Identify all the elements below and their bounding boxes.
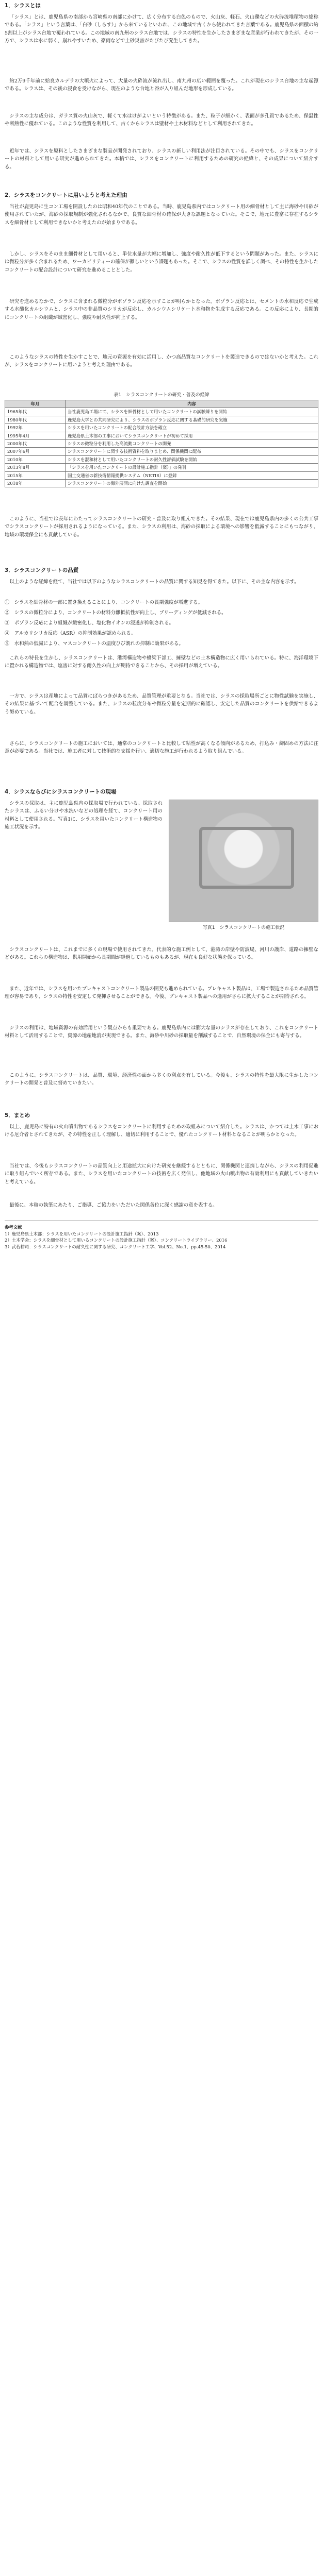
- reference-item: 3）武若耕司：シラスコンクリートの耐久性に関する研究、コンクリート工学、Vol.52、No.1、pp.45-50、2014: [5, 1244, 226, 1249]
- table-cell-content: シラスコンクリートに関する技術資料を取りまとめ、関係機関に配布: [66, 448, 318, 455]
- references-title: 参考文献: [5, 1225, 22, 1230]
- section-1-paragraph-1: 「シラス」とは、鹿児島県の南部から宮崎県の南部にかけて、広く分布する白色のもので、火山灰、軽石、火山礫などの火砕流堆積物の総称である。「シラス」という言葉は、「白砂（しらす）」から来ているといわれ、この地域で古くから使われてきた言葉である。鹿児島県の面積の約5割以上がシラス台地で覆われている。この地域の南九州のシラス台地では、シラスの特性を生かしたさまざまな産業が行われてきたが、その一方で、シラスは水に弱く、崩れやすいため、豪雨などで土砂災害がたびたび発生してきた。: [5, 14, 318, 44]
- section-4-paragraph-3: また、近年では、シラスを用いたプレキャストコンクリート製品の開発も進められている。プレキャスト製品は、工場で製造されるため品質管理が容易であり、シラスの特性を安定して発揮させることができる。今後、プレキャスト製品への適用がさらに拡大することが期待される。: [5, 986, 318, 1000]
- quality-item: ④ アルカリシリカ反応（ASR）の抑制効果が認められる。: [5, 631, 136, 636]
- section-2-paragraph-3: 研究を進めるなかで、シラスに含まれる微粒分がポゾラン反応を示すことが明らかとなった。ポゾラン反応とは、セメントの水和反応で生成する水酸化カルシウムと、シラス中の非晶質のシリカが反応し、カルシウムシリケート水和物を生成する反応である。この反応により、長期的にコンクリートの組織が緻密化し、強度や耐久性が向上する。: [5, 299, 318, 320]
- section-3-heading: 3．シラスコンクリートの品質: [5, 567, 79, 573]
- table-row: [5, 448, 318, 455]
- table-cell-content: シラスコンクリートの海外展開に向けた調査を開始: [66, 480, 318, 487]
- section-4-heading: 4．シラスならびにシラスコンクリートの現場: [5, 789, 117, 795]
- section-3-paragraph-3: 一方で、シラスは産地によって品質にばらつきがあるため、品質管理が重要となる。当社では、シラスの採取場所ごとに物性試験を実施し、その結果に基づいて配合を調整している。また、シラスの粒度分布や微粒分量を定期的に確認し、安定した品質のコンクリートを供給できるよう努めている。: [5, 693, 318, 715]
- quality-item: ① シラスを細骨材の一部に置き換えることにより、コンクリートの長期強度が増進する。: [5, 600, 203, 605]
- section-3-paragraph-4: さらに、シラスコンクリートの施工においては、通常のコンクリートと比較して粘性が高くなる傾向があるため、打込み・締固めの方法に注意が必要である。当社では、施工者に対して技術的な支援を行い、適切な施工が行われるよう取り組んでいる。: [5, 741, 318, 755]
- table-cell-year: 1992年: [5, 424, 66, 432]
- table-cell-year: 1995年4月: [5, 432, 66, 439]
- quality-item: ③ ポゾラン反応により組織が緻密化し、塩化物イオンの浸透が抑制される。: [5, 620, 174, 626]
- table-row: [5, 455, 318, 463]
- section-1-paragraph-4: 近年では、シラスを原料としたさまざまな製品が開発されており、シラスの新しい利用法が注目されている。その中でも、シラスをコンクリートの材料として用いる研究が進められてきた。本稿では、シラスをコンクリートに利用するための研究の経緯と、その成果について紹介する。: [5, 148, 318, 170]
- table-cell-content: 鹿児島大学との共同研究により、シラスのポゾラン反応に関する基礎的研究を実施: [66, 416, 318, 423]
- section-1-paragraph-3: シラスの主な成分は、ガラス質の火山灰で、軽くて水はけがよいという特徴がある。また、粒子が細かく、表面が多孔質であるため、保温性や断熱性に優れている。このような性質を利用して、古くからシラスは壁材や土木材料などとして利用されてきた。: [5, 113, 318, 127]
- photo-caption: 写真1 シラスコンクリートの施工状況: [202, 925, 285, 930]
- references-divider: [5, 1220, 318, 1221]
- section-2-paragraph-1: 当社が鹿児島に生コン工場を開設したのは昭和40年代のことである。当時、鹿児島県内ではコンクリート用の細骨材として主に海砂や川砂が使用されていたが、海砂の採取規制が強化されるなかで、良質な細骨材の確保が大きな課題となっていた。そこで、地元に豊富に存在するシラスを細骨材として利用できないかと考えたのが始まりである。: [5, 204, 318, 226]
- table-cell-year: 1965年代: [5, 408, 66, 416]
- table-cell-content: 国土交通省の新技術情報提供システム（NETIS）に登録: [66, 471, 318, 479]
- section-5-heading: 5．まとめ: [5, 1112, 30, 1118]
- section-2-paragraph-2: しかし、シラスをそのまま細骨材として用いると、単位水量が大幅に増加し、強度や耐久性が低下するという問題があった。また、シラスには微粒分が多く含まれるため、ワーカビリティーの確保が難しいという課題もあった。そこで、シラスの性質を詳しく調べ、その特性を生かしたコンクリートの配合設計について研究を進めることとした。: [5, 251, 318, 273]
- table-row: [5, 408, 318, 416]
- construction-photo: [169, 800, 318, 922]
- section-2-paragraph-5: このように、当社では長年にわたってシラスコンクリートの研究・普及に取り組んできた。その結果、現在では鹿児島県内の多くの公共工事でシラスコンクリートが採用されるようになっている。また、シラスの利用は、海砂の採取による環境への影響を低減することにもつながり、地域の環境保全にも貢献している。: [5, 516, 318, 538]
- table-header-content: 内容: [66, 400, 318, 408]
- table-cell-year: 2018年: [5, 480, 66, 487]
- section-1-heading: 1．シラスとは: [5, 3, 41, 9]
- section-4-paragraph-4: シラスの利用は、地域資源の有効活用という観点からも重要である。鹿児島県内には膨大な量のシラスが存在しており、これをコンクリート材料として活用することで、資源の地産地消が実現できる。また、海砂や川砂の採取量を削減することで、自然環境の保全にも寄与する。: [5, 1025, 318, 1039]
- section-5-paragraph-3: 最後に、本稿の執筆にあたり、ご指導、ご協力をいただいた関係各位に深く感謝の意を表する。: [9, 1202, 218, 1208]
- table-cell-year: 2000年代: [5, 440, 66, 448]
- references: [5, 1224, 318, 1250]
- section-4-paragraph-5: このように、シラスコンクリートは、品質、環境、経済性の面から多くの利点を有している。今後も、シラスの特性を最大限に生かしたコンクリートの開発と普及に努めていきたい。: [5, 1073, 318, 1087]
- section-3-paragraph-2: これらの特長を生かし、シラスコンクリートは、港湾構造物や橋梁下部工、擁壁などの土木構造物に広く用いられている。特に、海洋環境下に置かれる構造物では、塩害に対する耐久性の向上が期待できることから、その採用が増えている。: [5, 655, 318, 669]
- table-cell-year: 1980年代: [5, 416, 66, 423]
- table-cell-year: 2015年: [5, 471, 66, 479]
- table-cell-content: シラスを混和材として用いたコンクリートの耐久性評価試験を開始: [66, 455, 318, 463]
- section-2-heading: 2．シラスをコンクリートに用いようと考えた理由: [5, 192, 127, 198]
- section-5-paragraph-2: 当社では、今後もシラスコンクリートの品質向上と用途拡大に向けた研究を継続するとともに、関係機関と連携しながら、シラスの利用促進に取り組んでいく所存である。また、シラスを用いたコンクリートの技術を広く発信し、他地域の火山噴出物の有効利用にも貢献していきたいと考えている。: [5, 1163, 318, 1185]
- table-row: [5, 432, 318, 439]
- section-4-paragraph-2: シラスコンクリートは、これまでに多くの現場で使用されてきた。代表的な施工例として、港湾の岸壁や防波堤、河川の護岸、道路の擁壁などがある。これらの構造物は、供用開始から長期間が経過しているものもあるが、現在も良好な状態を保っている。: [5, 947, 318, 961]
- quality-item: ⑤ 水和熱の低減により、マスコンクリートの温度ひび割れの抑制に効果がある。: [5, 641, 184, 647]
- table-row: [5, 480, 318, 487]
- section-1-paragraph-2: 約2万9千年前に姶良カルデラの大噴火によって、大量の火砕流が流れ出し、南九州の広い範囲を覆った。これが現在のシラス台地の主な起源である。シラスは、その後の浸食を受けながら、現在のような台地と谷が入り組んだ地形を形成している。: [5, 78, 318, 92]
- table-caption: 表1 シラスコンクリートの研究・普及の経緯: [114, 393, 209, 398]
- section-2-paragraph-4: このようなシラスの特性を生かすことで、地元の資源を有効に活用し、かつ高品質なコンクリートを製造できるのではないかと考えた。これが、シラスをコンクリートに用いようと考えた理由である。: [5, 354, 318, 368]
- section-4-two-column: [5, 800, 318, 932]
- section-5-paragraph-1: 以上、鹿児島に特有の火山噴出物であるシラスをコンクリートに利用するための取組みについて紹介した。シラスは、かつては土木工事における厄介者とされてきたが、その特性を正しく理解し、適切に利用することで、優れたコンクリート材料となることが明らかとなった。: [5, 1124, 318, 1138]
- table-cell-content: 鹿児島県土木部の工事においてシラスコンクリートが初めて採用: [66, 432, 318, 439]
- history-table: [5, 400, 318, 487]
- table-header-year: 年月: [5, 400, 66, 408]
- table-cell-year: 2013年8月: [5, 464, 66, 471]
- reference-item: 2）土木学会：シラスを細骨材として用いるコンクリートの設計施工指針（案）、コンクリートライブラリー、2016: [5, 1238, 228, 1243]
- table-cell-year: 2007年6月: [5, 448, 66, 455]
- photo-figure: [169, 800, 318, 932]
- table-cell-year: 2010年: [5, 455, 66, 463]
- table-cell-content: 当社鹿児島工場にて、シラスを細骨材として用いたコンクリートの試験練りを開始: [66, 408, 318, 416]
- section-3-paragraph-1: 以上のような経緯を経て、当社では以下のようなシラスコンクリートの品質に関する知見を得てきた。以下に、その主な内容を示す。: [9, 579, 299, 585]
- reference-item: 1）鹿児島県土木部：シラスを用いたコンクリートの設計施工指針（案）、2013: [5, 1231, 159, 1236]
- table-cell-content: 「シラスを用いたコンクリートの設計施工指針（案）」の発刊: [66, 464, 318, 471]
- table-row: [5, 416, 318, 423]
- table-cell-content: シラスを用いたコンクリートの配合設計方法を確立: [66, 424, 318, 432]
- table-row: [5, 424, 318, 432]
- table-row: [5, 471, 318, 479]
- table-cell-content: シラスの微粒分を利用した高流動コンクリートの開発: [66, 440, 318, 448]
- section-4-paragraph-1: シラスの採取は、主に鹿児島県内の採取場で行われている。採取されたシラスは、ふるい分けや水洗いなどの処理を経て、コンクリート用の材料として使用される。写真1に、シラスを用いたコンクリート構造物の施工状況を示す。: [5, 801, 163, 831]
- quality-item: ② シラスの微粒分により、コンクリートの材料分離抵抗性が向上し、ブリーディングが低減される。: [5, 610, 227, 616]
- table-row: [5, 440, 318, 448]
- table-row: [5, 464, 318, 471]
